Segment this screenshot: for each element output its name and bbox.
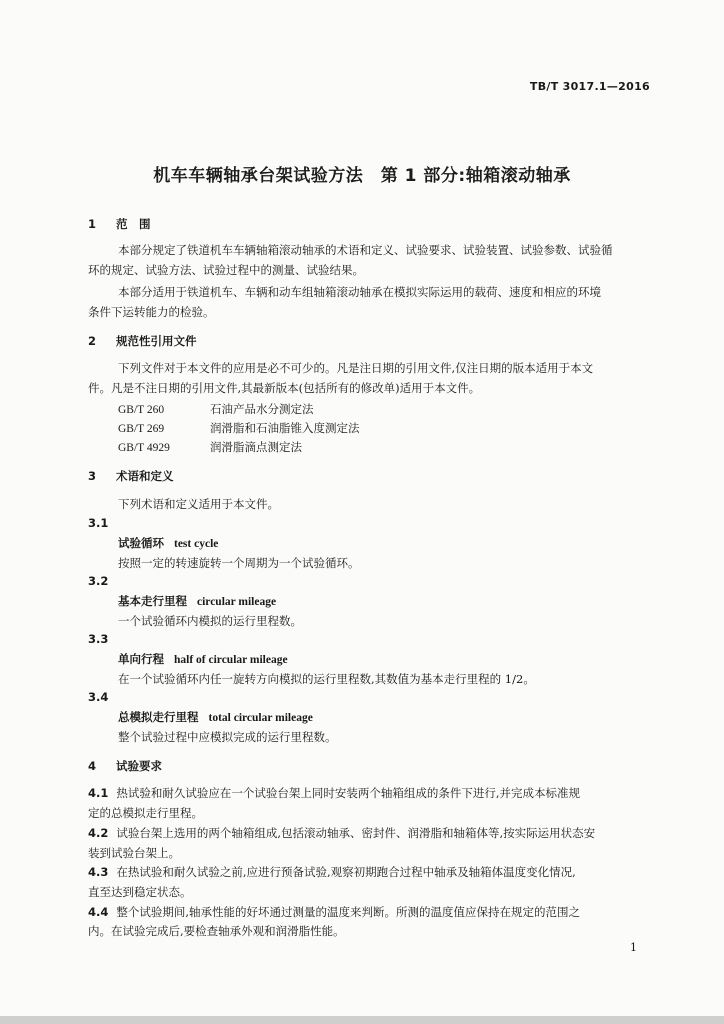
clause-number: 3.3 <box>88 632 109 646</box>
requirement-line: 装到试验台架上。 <box>88 846 180 860</box>
paragraph-line: 条件下运转能力的检验。 <box>88 305 215 319</box>
section-heading-2: 2 规范性引用文件 <box>88 334 197 348</box>
term-definition: 一个试验循环内模拟的运行里程数。 <box>118 614 302 628</box>
standard-number: TB/T 3017.1—2016 <box>529 80 650 93</box>
page-title: 机车车辆轴承台架试验方法 第 1 部分:轴箱滚动轴承 <box>153 166 571 186</box>
term-definition: 按照一定的转速旋转一个周期为一个试验循环。 <box>118 556 360 570</box>
paragraph-line: 本部分适用于铁道机车、车辆和动车组轴箱滚动轴承在模拟实际运用的载荷、速度和相应的环境 <box>118 285 601 299</box>
requirement-line: 4.4 整个试验期间,轴承性能的好坏通过测量的温度来判断。所测的温度值应保持在规定的范围之 <box>88 905 581 919</box>
paragraph-line: 件。凡是不注日期的引用文件,其最新版本(包括所有的修改单)适用于本文件。 <box>88 381 481 395</box>
clause-number: 3.1 <box>88 516 109 530</box>
section-heading-1: 1 范 围 <box>88 217 151 231</box>
term-entry: 基本走行里程 circular mileage <box>118 594 277 608</box>
reference-item: GB/T 4929 润滑脂滴点测定法 <box>118 440 302 454</box>
section-heading-4: 4 试验要求 <box>88 759 162 773</box>
page-number: 1 <box>630 941 637 954</box>
requirement-line: 内。在试验完成后,要检查轴承外观和润滑脂性能。 <box>88 924 345 938</box>
term-definition: 在一个试验循环内任一旋转方向模拟的运行里程数,其数值为基本走行里程的 1/2。 <box>118 672 535 686</box>
requirement-line: 定的总模拟走行里程。 <box>88 806 203 820</box>
requirement-line: 4.2 试验台架上选用的两个轴箱组成,包括滚动轴承、密封件、润滑脂和轴箱体等,按实际运用状态安 <box>88 826 596 840</box>
requirement-line: 4.3 在热试验和耐久试验之前,应进行预备试验,观察初期跑合过程中轴承及轴箱体温度变化情况, <box>88 865 576 879</box>
term-definition: 整个试验过程中应模拟完成的运行里程数。 <box>118 730 337 744</box>
term-entry: 总模拟走行里程 total circular mileage <box>118 710 313 724</box>
clause-number: 3.4 <box>88 690 109 704</box>
reference-item: GB/T 269 润滑脂和石油脂锥入度测定法 <box>118 421 360 435</box>
term-entry: 单向行程 half of circular mileage <box>118 652 288 666</box>
requirement-line: 4.1 热试验和耐久试验应在一个试验台架上同时安装两个轴箱组成的条件下进行,并完成本标准规 <box>88 786 581 800</box>
paragraph-line: 下列术语和定义适用于本文件。 <box>118 497 279 511</box>
requirement-line: 直至达到稳定状态。 <box>88 885 192 899</box>
page-bottom-edge <box>0 1016 724 1024</box>
clause-number: 3.2 <box>88 574 109 588</box>
paragraph-line: 环的规定、试验方法、试验过程中的测量、试验结果。 <box>88 263 364 277</box>
paragraph-line: 本部分规定了铁道机车车辆轴箱滚动轴承的术语和定义、试验要求、试验装置、试验参数、试验循 <box>118 243 613 257</box>
paragraph-line: 下列文件对于本文件的应用是必不可少的。凡是注日期的引用文件,仅注日期的版本适用于本文 <box>118 361 594 375</box>
term-entry: 试验循环 test cycle <box>118 536 219 550</box>
reference-item: GB/T 260 石油产品水分测定法 <box>118 402 314 416</box>
section-heading-3: 3 术语和定义 <box>88 469 174 483</box>
